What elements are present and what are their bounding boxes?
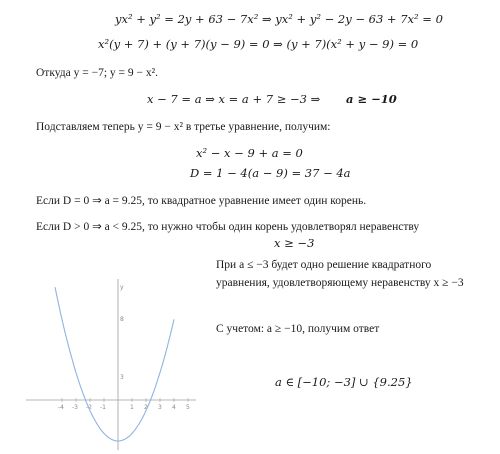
- x-tick-label: 4: [172, 404, 176, 411]
- text-substitute: Подставляем теперь y = 9 − x² в третье уравнение, получим:: [36, 121, 331, 133]
- answer: a ∈ [−10; −3] ∪ {9.25}: [275, 375, 413, 389]
- parabola-curve: [55, 287, 174, 441]
- x-tick-label: 5: [186, 404, 190, 411]
- y-axis-label: y: [120, 284, 124, 291]
- y-tick-label: 3: [120, 374, 124, 381]
- discriminant: D = 1 − 4(a − 9) = 37 − 4a: [190, 166, 351, 180]
- text-pri: При a ≤ −3 будет одно решение квадратного: [216, 259, 432, 271]
- x-tick-label: -1: [100, 404, 106, 411]
- parabola-graph: [26, 265, 201, 450]
- equation-line-3: x − 7 = a ⇒ x = a + 7 ≥ −3 ⇒: [147, 92, 321, 106]
- equation-line-2: x²(y + 7) + (y + 7)(y − 9) = 0 ⇒ (y + 7)(x² + y − 9) = 0: [98, 37, 419, 51]
- x-tick-label: 2: [144, 404, 148, 411]
- quadratic-equation: x² − x − 9 + a = 0: [196, 146, 303, 160]
- y-tick-label: 8: [120, 316, 124, 323]
- text-d-zero: Если D = 0 ⇒ a = 9.25, то квадратное уравнение имеет один корень.: [36, 195, 367, 207]
- equation-line-1: yx² + y² = 2y + 63 − 7x² ⇒ yx² + y² − 2y − 63 + 7x² = 0: [115, 12, 443, 26]
- text-otkuda: Откуда y = −7; y = 9 − x².: [36, 67, 158, 79]
- text-s-uchetom: С учетом: a ≥ −10, получим ответ: [216, 323, 380, 335]
- x-tick-label: -3: [72, 404, 78, 411]
- x-tick-label: 1: [130, 404, 134, 411]
- x-tick-label: 3: [158, 404, 162, 411]
- x-tick-label: -2: [86, 404, 92, 411]
- equation-a-bound: a ≥ −10: [346, 92, 397, 106]
- text-d-positive: Если D > 0 ⇒ a < 9.25, то нужно чтобы один корень удовлетворял неравенству: [36, 221, 420, 233]
- text-uravneniya: уравнения, удовлетворяющему неравенству x ≥ −3: [216, 277, 464, 289]
- x-tick-label: -4: [58, 404, 64, 411]
- inequality-x: x ≥ −3: [274, 236, 315, 250]
